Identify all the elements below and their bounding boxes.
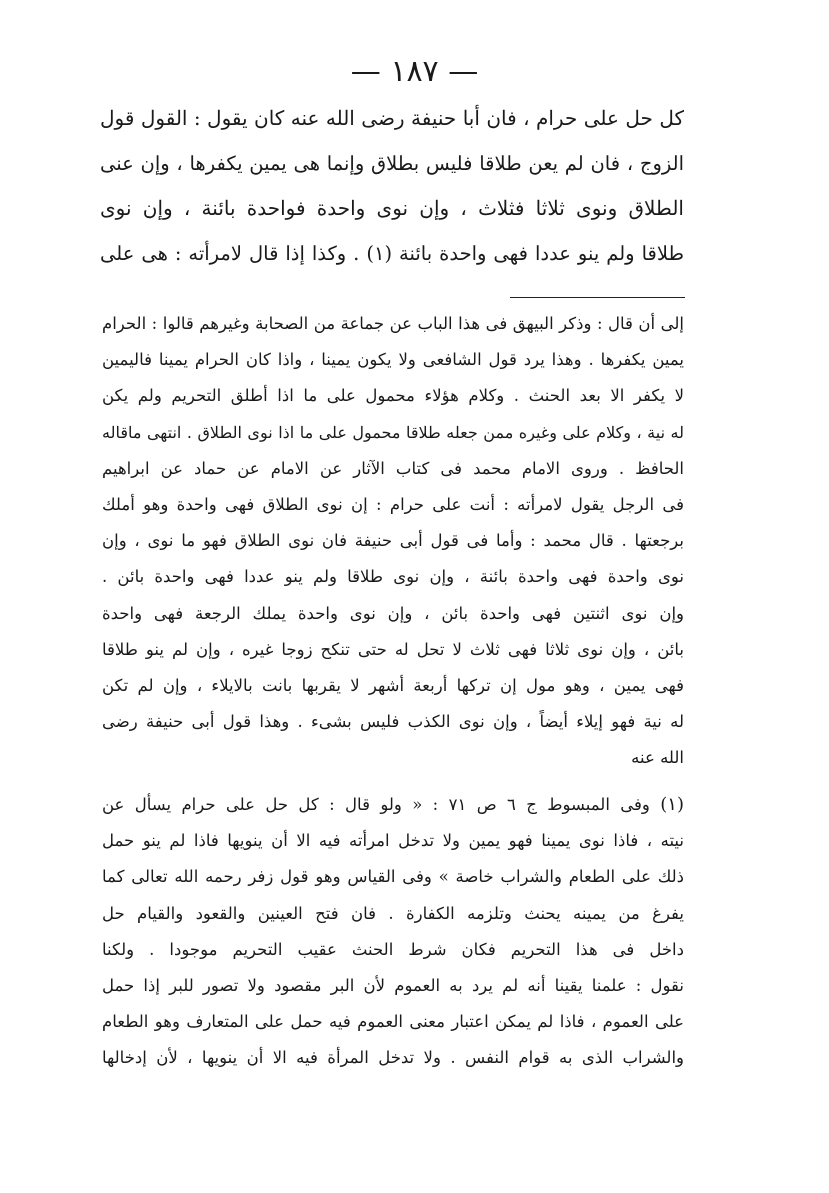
- footnote-divider: [510, 297, 685, 298]
- main-text-line: الطلاق ونوى ثلاثا فثلاث ، وإن نوى واحدة فواحدة بائنة ، وإن نوى: [100, 196, 684, 220]
- footnote-line: بائن ، وإن نوى ثلاثا فهى ثلاث لا تحل له حتى تنكح زوجا غيره ، وإن لم ينو طلاقا: [102, 639, 684, 659]
- footnote-line: له نية ، وكلام على وغيره ممن جعله طلاقا محمول على ما اذا نوى الطلاق . انتهى ماقاله: [102, 422, 685, 442]
- main-text-line: طلاقا ولم ينو عددا فهى واحدة بائنة (١) . وكذا إذا قال لامرأته : هى على: [100, 242, 684, 265]
- footnote-line: برجعتها . قال محمد : وأما فى قول أبى حنيفة فان نوى الطلاق فهو ما نوى ، وإن: [102, 531, 684, 551]
- footnote-line: الله عنه: [631, 748, 684, 768]
- footnote-one-line: يفرغ من يمينه يحنث وتلزمه الكفارة . فان فتح العينين والقعود والقيام حل: [102, 903, 684, 923]
- footnote-one-line: على العموم ، فاذا لم يمكن اعتبار معنى العموم فيه حمل على المتعارف وهو الطعام: [102, 1012, 684, 1032]
- footnote-one-line: والشراب الذى به قوام النفس . ولا تدخل المرأة فيه الا أن ينويها ، لأن إدخالها: [102, 1048, 684, 1068]
- footnote-one-line: نقول : علمنا يقينا أنه لم يرد به العموم لأن البر مقصود ولا تصور للبر إذا حمل: [102, 975, 684, 995]
- footnote-marker: (١): [660, 794, 684, 815]
- footnote-line: نوى واحدة فهى واحدة بائنة ، وإن نوى طلاقا ولم ينو عددا فهى واحدة بائن .: [102, 567, 684, 587]
- footnote-one: [102, 787, 684, 1077]
- footnote-line: الحافظ . وروى الامام محمد فى كتاب الآثار عن الامام عن حماد عن ابراهيم: [102, 458, 684, 478]
- main-text: [100, 96, 684, 276]
- footnote-one-first-text: وفى المبسوط ج ٦ ص ٧١ : « ولو قال : كل حل على حرام يسأل عن: [102, 795, 650, 814]
- footnote-one-line: نيته ، فاذا نوى يمينا فهو يمين ولا تدخل امرأته فيه الا أن ينويها فاذا لم ينو حمل: [102, 831, 684, 851]
- main-text-line: كل حل على حرام ، فان أبا حنيفة رضى الله عنه كان يقول : القول قول: [100, 106, 684, 130]
- footnote-continuation: [102, 306, 684, 776]
- footnote-one-line: ذلك على الطعام والشراب خاصة » وفى القياس وهو قول زفر رحمه الله تعالى كما: [102, 867, 684, 887]
- footnote-line: إلى أن قال : وذكر البيهق فى هذا الباب عن جماعة من الصحابة وغيرهم قالوا : الحرام: [102, 314, 684, 333]
- footnote-line: له نية فهو إيلاء أيضاً ، وإن نوى الكذب فليس بشىء . وهذا قول أبى حنيفة رضى: [102, 712, 684, 732]
- footnote-line: يمين يكفرها . وهذا يرد قول الشافعى ولا يكون يمينا ، واذا كان الحرام يمينا فاليمين: [102, 350, 684, 370]
- footnote-one-first-line: [102, 787, 684, 823]
- main-text-line: الزوج ، فان لم يعن طلاقا فليس بطلاق وإنما هى يمين يكفرها ، وإن عنى: [100, 152, 684, 175]
- page-number: — ١٨٧ —: [350, 54, 479, 89]
- footnote-one-line: داخل فى هذا التحريم فكان شرط الحنث عقيب التحريم موجودا . ولكنا: [102, 939, 684, 959]
- footnote-line: فهى يمين ، وهو مول إن تركها أربعة أشهر لا يقربها بانت بالايلاء ، وإن لم تكن: [102, 675, 684, 695]
- footnote-line: وإن نوى اثنتين فهى واحدة بائن ، وإن نوى واحدة يملك الرجعة فهى واحدة: [102, 603, 684, 623]
- footnote-line: لا يكفر الا بعد الحنث . وكلام هؤلاء محمول على ما اذا أطلق التحريم ولم يكن: [102, 386, 684, 406]
- footnote-line: فى الرجل يقول لامرأته : أنت على حرام : إن نوى الطلاق فهى واحدة وهو أملك: [102, 494, 684, 514]
